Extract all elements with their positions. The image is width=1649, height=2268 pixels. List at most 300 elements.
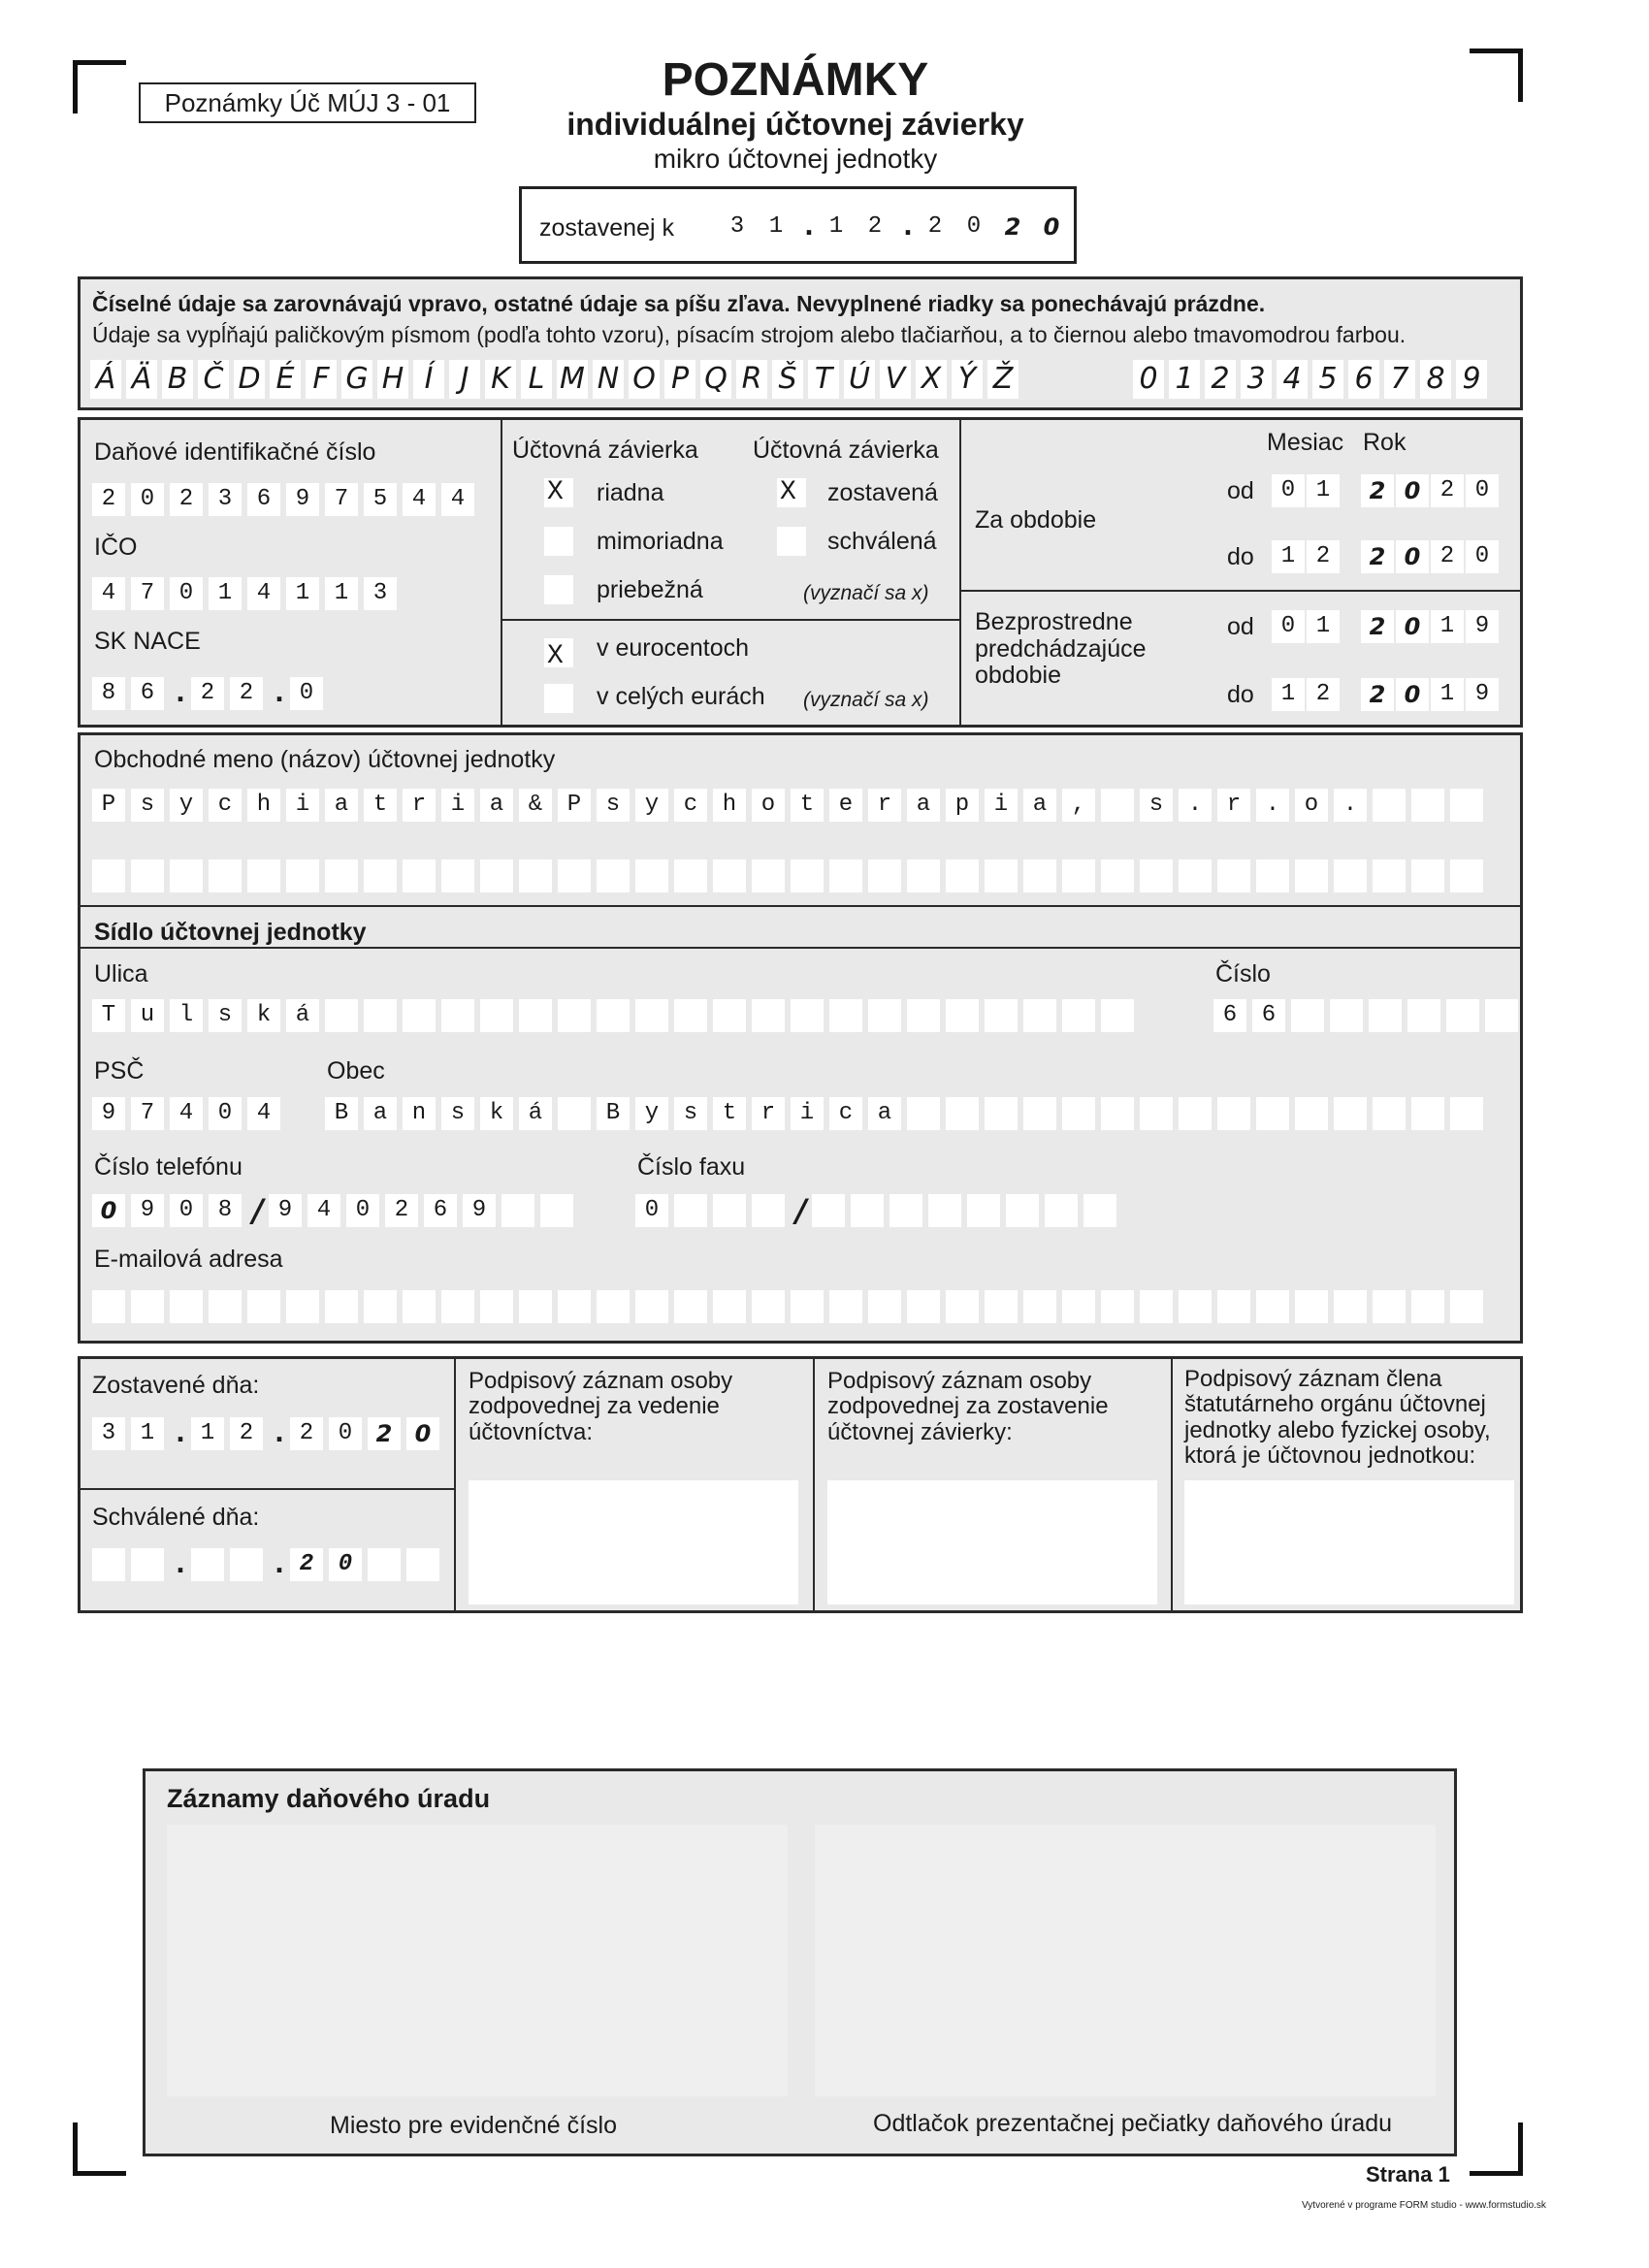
city-field[interactable] (325, 1097, 1489, 1130)
char-cell: 2 (1361, 474, 1394, 507)
char-cell: o (752, 789, 785, 822)
char-cell (364, 859, 397, 892)
sig2-field[interactable] (827, 1480, 1157, 1604)
char-cell (1140, 859, 1173, 892)
char-cell: s (674, 1097, 707, 1130)
char-cell (674, 1194, 707, 1227)
char-cell (1101, 1097, 1134, 1130)
char-cell: 1 (209, 577, 242, 610)
sig3-field[interactable] (1184, 1480, 1514, 1604)
char-cell: c (674, 789, 707, 822)
char-cell: 3 (364, 577, 397, 610)
sample-glyph: L (521, 360, 552, 399)
phone-label: Číslo telefónu (94, 1153, 242, 1181)
char-cell: 9 (92, 1097, 125, 1130)
char-cell (403, 859, 436, 892)
sig1-field[interactable] (469, 1480, 798, 1604)
char-cell: 2 (1361, 540, 1394, 573)
char-cell: . (171, 1415, 190, 1451)
priebezna-checkbox[interactable] (544, 575, 573, 604)
char-cell (1485, 999, 1518, 1032)
char-cell: 3 (209, 483, 242, 516)
char-cell: a (907, 789, 940, 822)
char-cell: 6 (1213, 999, 1246, 1032)
char-cell (1256, 859, 1289, 892)
char-cell: 4 (441, 483, 474, 516)
char-cell (674, 859, 707, 892)
char-cell (1179, 859, 1212, 892)
eurocent-checkbox[interactable]: X (544, 638, 573, 667)
char-cell: 0 (1035, 211, 1068, 243)
char-cell: B (597, 1097, 630, 1130)
char-cell (1140, 1097, 1173, 1130)
char-cell: 2 (290, 1417, 323, 1450)
sample-glyph: É (270, 360, 301, 399)
char-cell (1256, 1097, 1289, 1130)
char-cell (752, 1290, 785, 1323)
sample-glyph: O (629, 360, 660, 399)
char-cell (1373, 1097, 1406, 1130)
char-cell (713, 999, 746, 1032)
char-cell (131, 1290, 164, 1323)
char-cell: 8 (92, 677, 125, 710)
char-cell: , (1062, 789, 1095, 822)
char-cell (209, 859, 242, 892)
char-cell: 6 (131, 677, 164, 710)
char-cell (791, 1290, 824, 1323)
char-cell (635, 1290, 668, 1323)
char-cell: 1 (286, 577, 319, 610)
char-cell: 2 (230, 677, 263, 710)
char-cell: 2 (385, 1194, 418, 1227)
signature-box (78, 1356, 1523, 1613)
char-cell: s (441, 1097, 474, 1130)
compiled-on-label: Zostavené dňa: (92, 1372, 260, 1399)
prev-period-to[interactable] (1272, 678, 1501, 711)
char-cell (985, 859, 1018, 892)
tax-office-right-area[interactable] (815, 1825, 1436, 2096)
sample-glyph: N (593, 360, 624, 399)
char-cell (92, 1290, 125, 1323)
period-to[interactable] (1272, 540, 1501, 573)
sample-glyph: Í (413, 360, 444, 399)
sample-glyph: K (485, 360, 516, 399)
char-cell: 0 (1466, 540, 1499, 573)
char-cell: 2 (92, 483, 125, 516)
char-cell (597, 999, 630, 1032)
char-cell: P (92, 789, 125, 822)
priebezna-label: priebežná (597, 576, 703, 603)
sample-glyph: 4 (1277, 360, 1308, 399)
char-cell: y (635, 789, 668, 822)
char-cell (247, 1290, 280, 1323)
char-cell: 2 (1361, 610, 1394, 643)
char-cell (558, 999, 591, 1032)
char-cell (364, 1290, 397, 1323)
char-cell: 0 (170, 1194, 203, 1227)
char-cell: á (286, 999, 319, 1032)
ico-field[interactable] (92, 577, 403, 610)
char-cell (1217, 859, 1250, 892)
sample-glyph: P (664, 360, 695, 399)
char-cell: á (519, 1097, 552, 1130)
closing-type-label: Účtovná závierka (512, 437, 698, 464)
char-cell: t (364, 789, 397, 822)
char-cell (907, 999, 940, 1032)
sample-alphabet (90, 360, 1023, 399)
char-cell: 9 (286, 483, 319, 516)
period-from[interactable] (1272, 474, 1501, 507)
char-cell (829, 999, 862, 1032)
char-cell: 1 (325, 577, 358, 610)
sample-glyph: H (377, 360, 408, 399)
char-cell (635, 999, 668, 1032)
char-cell: 2 (230, 1417, 263, 1450)
email-field[interactable] (92, 1290, 1489, 1323)
number-field[interactable] (1213, 999, 1524, 1032)
char-cell: 5 (364, 483, 397, 516)
compiled-label: zostavenej k (539, 214, 674, 242)
char-cell (946, 1097, 979, 1130)
zostavena-label: zostavená (827, 479, 938, 506)
char-cell: 1 (1272, 678, 1305, 711)
char-cell: 2 (1307, 540, 1340, 573)
char-cell: 1 (191, 1417, 224, 1450)
phone-field[interactable]: 0 9 0 8 / 9 4 0 2 6 9 (92, 1194, 579, 1227)
char-cell: 0 (1396, 540, 1429, 573)
za-obdobie-label: Za obdobie (975, 506, 1097, 534)
char-cell: 7 (131, 577, 164, 610)
sample-glyph: Ý (952, 360, 983, 399)
char-cell (441, 999, 474, 1032)
char-cell (1023, 999, 1056, 1032)
char-cell: 0 (1272, 474, 1305, 507)
char-cell (928, 1194, 961, 1227)
char-cell (713, 1290, 746, 1323)
sig3-label: Podpisový záznam člena štatutárneho orgánu účtovnej jednotky alebo fyzickej osoby, ktorá je účtovnou jednotkou: (1184, 1366, 1491, 1470)
char-cell: 0 (1272, 610, 1305, 643)
closing-state-label: Účtovná závierka (753, 437, 939, 464)
char-cell: y (635, 1097, 668, 1130)
char-cell: 2 (858, 211, 891, 243)
char-cell: . (270, 675, 289, 711)
nace-label: SK NACE (94, 628, 201, 655)
char-cell: 2 (1361, 678, 1394, 711)
dic-field[interactable] (92, 483, 480, 516)
char-cell (1411, 789, 1444, 822)
char-cell (1295, 1290, 1328, 1323)
char-cell: 0 (635, 1194, 668, 1227)
char-cell: 9 (1466, 678, 1499, 711)
char-cell (1334, 1290, 1367, 1323)
char-cell: 9 (269, 1194, 302, 1227)
char-cell: y (170, 789, 203, 822)
char-cell (1062, 1097, 1095, 1130)
char-cell (441, 859, 474, 892)
char-cell (1140, 1290, 1173, 1323)
char-cell: 3 (721, 211, 754, 243)
char-cell: s (597, 789, 630, 822)
char-cell (1334, 1097, 1367, 1130)
page-title: POZNÁMKY (662, 54, 929, 106)
char-cell: T (92, 999, 125, 1032)
char-cell (985, 999, 1018, 1032)
char-cell: 2 (368, 1417, 401, 1450)
char-cell: 6 (424, 1194, 457, 1227)
char-cell (558, 1290, 591, 1323)
street-field[interactable] (92, 999, 1140, 1032)
char-cell (92, 859, 125, 892)
char-cell (1373, 789, 1406, 822)
form-code: Poznámky Úč MÚJ 3 - 01 (139, 82, 476, 123)
month-label: Mesiac (1267, 429, 1344, 456)
char-cell (812, 1194, 845, 1227)
mark-hint-2: (vyznačí sa x) (803, 689, 929, 711)
char-cell: . (1256, 789, 1289, 822)
char-cell: 7 (325, 483, 358, 516)
char-cell: t (791, 789, 824, 822)
char-cell: 1 (1431, 678, 1464, 711)
char-cell: 4 (247, 577, 280, 610)
sample-glyph: G (341, 360, 372, 399)
char-cell: h (247, 789, 280, 822)
corner-mark-top-right (1470, 49, 1523, 102)
char-cell: 0 (1466, 474, 1499, 507)
char-cell: 0 (170, 577, 203, 610)
char-cell (403, 1290, 436, 1323)
sample-glyph: 6 (1348, 360, 1379, 399)
char-cell (170, 1290, 203, 1323)
char-cell (364, 999, 397, 1032)
char-cell (1450, 859, 1483, 892)
char-cell (286, 859, 319, 892)
char-cell: i (791, 1097, 824, 1130)
char-cell (1045, 1194, 1078, 1227)
char-cell: r (1217, 789, 1250, 822)
char-cell (985, 1097, 1018, 1130)
char-cell (752, 1194, 785, 1227)
char-cell (946, 1290, 979, 1323)
char-cell (1446, 999, 1479, 1032)
sample-glyph: X (916, 360, 947, 399)
char-cell: 2 (191, 677, 224, 710)
fax-field[interactable]: 0 / (635, 1194, 1122, 1227)
char-cell (713, 859, 746, 892)
char-cell (1295, 1097, 1328, 1130)
instructions-box (78, 276, 1523, 410)
char-cell (131, 859, 164, 892)
company-name-field[interactable] (92, 789, 1489, 822)
sample-glyph: Q (700, 360, 731, 399)
company-name-field-2[interactable] (92, 859, 1489, 892)
char-cell (868, 859, 901, 892)
char-cell (1256, 1290, 1289, 1323)
char-cell: 2 (919, 211, 952, 243)
char-cell (519, 1290, 552, 1323)
char-cell (907, 859, 940, 892)
char-cell (501, 1194, 534, 1227)
char-cell: u (131, 999, 164, 1032)
char-cell: . (171, 675, 190, 711)
char-cell (791, 999, 824, 1032)
char-cell (967, 1194, 1000, 1227)
char-cell: i (441, 789, 474, 822)
char-cell (1062, 859, 1095, 892)
char-cell: h (713, 789, 746, 822)
char-cell: . (1179, 789, 1212, 822)
char-cell: 0 (1396, 678, 1429, 711)
sample-glyph: 8 (1420, 360, 1451, 399)
mimoriadna-checkbox[interactable] (544, 527, 573, 556)
char-cell (829, 1290, 862, 1323)
char-cell (1330, 999, 1363, 1032)
approved-on-label: Schválené dňa: (92, 1504, 260, 1531)
company-box (78, 732, 1523, 1344)
char-cell (1179, 1097, 1212, 1130)
tax-office-left-label: Miesto pre evidenčné číslo (330, 2112, 617, 2139)
corner-mark-bottom-right (1470, 2122, 1523, 2176)
sample-glyph: D (234, 360, 265, 399)
char-cell: a (1023, 789, 1056, 822)
compiled-on-field[interactable] (92, 1417, 445, 1450)
char-cell (1083, 1194, 1116, 1227)
nace-field[interactable] (92, 677, 329, 710)
char-cell: 0 (1396, 474, 1429, 507)
char-cell (1369, 999, 1402, 1032)
psc-field[interactable] (92, 1097, 286, 1130)
char-cell (1023, 1290, 1056, 1323)
char-cell: a (325, 789, 358, 822)
char-cell: o (1295, 789, 1328, 822)
sample-glyph: 1 (1169, 360, 1200, 399)
char-cell (1411, 859, 1444, 892)
dic-label: Daňové identifikačné číslo (94, 438, 376, 466)
page-subtitle-2: mikro účtovnej jednotky (653, 144, 938, 174)
ico-label: IČO (94, 534, 138, 561)
char-cell (868, 1290, 901, 1323)
city-label: Obec (327, 1057, 385, 1085)
char-cell (1291, 999, 1324, 1032)
sig2-label: Podpisový záznam osoby zodpovednej za zostavenie účtovnej závierky: (827, 1368, 1109, 1445)
mimoriadna-label: mimoriadna (597, 528, 724, 555)
char-cell: i (286, 789, 319, 822)
char-cell: 4 (170, 1097, 203, 1130)
char-cell (946, 859, 979, 892)
sample-glyph: Ž (987, 360, 1018, 399)
char-cell (1411, 1290, 1444, 1323)
sample-glyph: Á (90, 360, 121, 399)
char-cell: P (558, 789, 591, 822)
char-cell: i (985, 789, 1018, 822)
char-cell: n (403, 1097, 436, 1130)
char-cell: 4 (247, 1097, 280, 1130)
char-cell (1101, 789, 1134, 822)
char-cell: r (752, 1097, 785, 1130)
od-label-2: od (1227, 613, 1254, 640)
approved-on-field[interactable]: . . 2 0 (92, 1548, 445, 1581)
char-cell: 0 (346, 1194, 379, 1227)
char-cell: 2 (290, 1548, 323, 1581)
char-cell: 0 (329, 1417, 362, 1450)
char-cell: a (364, 1097, 397, 1130)
footer-credit: Vytvorené v programe FORM studio - www.formstudio.sk (1302, 2200, 1546, 2211)
sample-glyph: B (162, 360, 193, 399)
riadna-checkbox[interactable]: X (544, 478, 573, 507)
sample-glyph: Š (772, 360, 803, 399)
char-cell (403, 999, 436, 1032)
char-cell: 9 (1466, 610, 1499, 643)
identification-box (78, 417, 1523, 728)
email-label: E-mailová adresa (94, 1246, 283, 1273)
euro-checkbox[interactable] (544, 684, 573, 713)
char-cell (480, 1290, 513, 1323)
page-number: Strana 1 (1366, 2162, 1450, 2187)
compiled-date[interactable] (721, 211, 1074, 243)
char-cell (519, 999, 552, 1032)
char-cell: 4 (92, 577, 125, 610)
schvalena-checkbox[interactable] (777, 527, 806, 556)
char-cell: 2 (170, 483, 203, 516)
char-cell (540, 1194, 573, 1227)
sample-glyph: 3 (1241, 360, 1272, 399)
page-subtitle: individuálnej účtovnej závierky (566, 107, 1024, 142)
char-cell: 2 (996, 211, 1029, 243)
corner-mark-bottom-left (73, 2122, 126, 2176)
compiled-box (519, 186, 1077, 264)
schvalena-label: schválená (827, 528, 937, 555)
char-cell: 4 (307, 1194, 340, 1227)
char-cell: a (868, 1097, 901, 1130)
char-cell: 0 (957, 211, 990, 243)
char-cell (286, 1290, 319, 1323)
seat-section-title: Sídlo účtovnej jednotky (94, 919, 367, 946)
char-cell (791, 859, 824, 892)
zostavena-checkbox[interactable]: X (777, 478, 806, 507)
char-cell (1101, 859, 1134, 892)
char-cell: 9 (131, 1194, 164, 1227)
sample-glyph: J (449, 360, 480, 399)
prev-period-from[interactable] (1272, 610, 1501, 643)
char-cell (1062, 999, 1095, 1032)
instructions-line-1: Číselné údaje sa zarovnávajú vpravo, ostatné údaje sa píšu zľava. Nevyplnené riadky sa ponechávajú prázdne. (92, 291, 1266, 316)
char-cell (325, 999, 358, 1032)
char-cell (1295, 859, 1328, 892)
sample-glyph: 2 (1205, 360, 1236, 399)
char-cell: 1 (820, 211, 853, 243)
char-cell: r (403, 789, 436, 822)
char-cell (674, 1290, 707, 1323)
char-cell (907, 1097, 940, 1130)
char-cell (209, 1290, 242, 1323)
char-cell (1450, 1097, 1483, 1130)
char-cell (480, 859, 513, 892)
char-cell (441, 1290, 474, 1323)
char-cell (1411, 1097, 1444, 1130)
char-cell: 2 (1307, 678, 1340, 711)
char-cell: 6 (247, 483, 280, 516)
tax-office-left-area[interactable] (167, 1825, 788, 2096)
char-cell: 9 (463, 1194, 496, 1227)
char-cell (325, 1290, 358, 1323)
char-cell (829, 859, 862, 892)
sample-glyph: F (306, 360, 337, 399)
char-cell: 0 (131, 483, 164, 516)
sample-glyph: 5 (1312, 360, 1343, 399)
char-cell (1407, 999, 1440, 1032)
char-cell: s (1140, 789, 1173, 822)
char-cell: B (325, 1097, 358, 1130)
sample-digits (1133, 360, 1492, 399)
